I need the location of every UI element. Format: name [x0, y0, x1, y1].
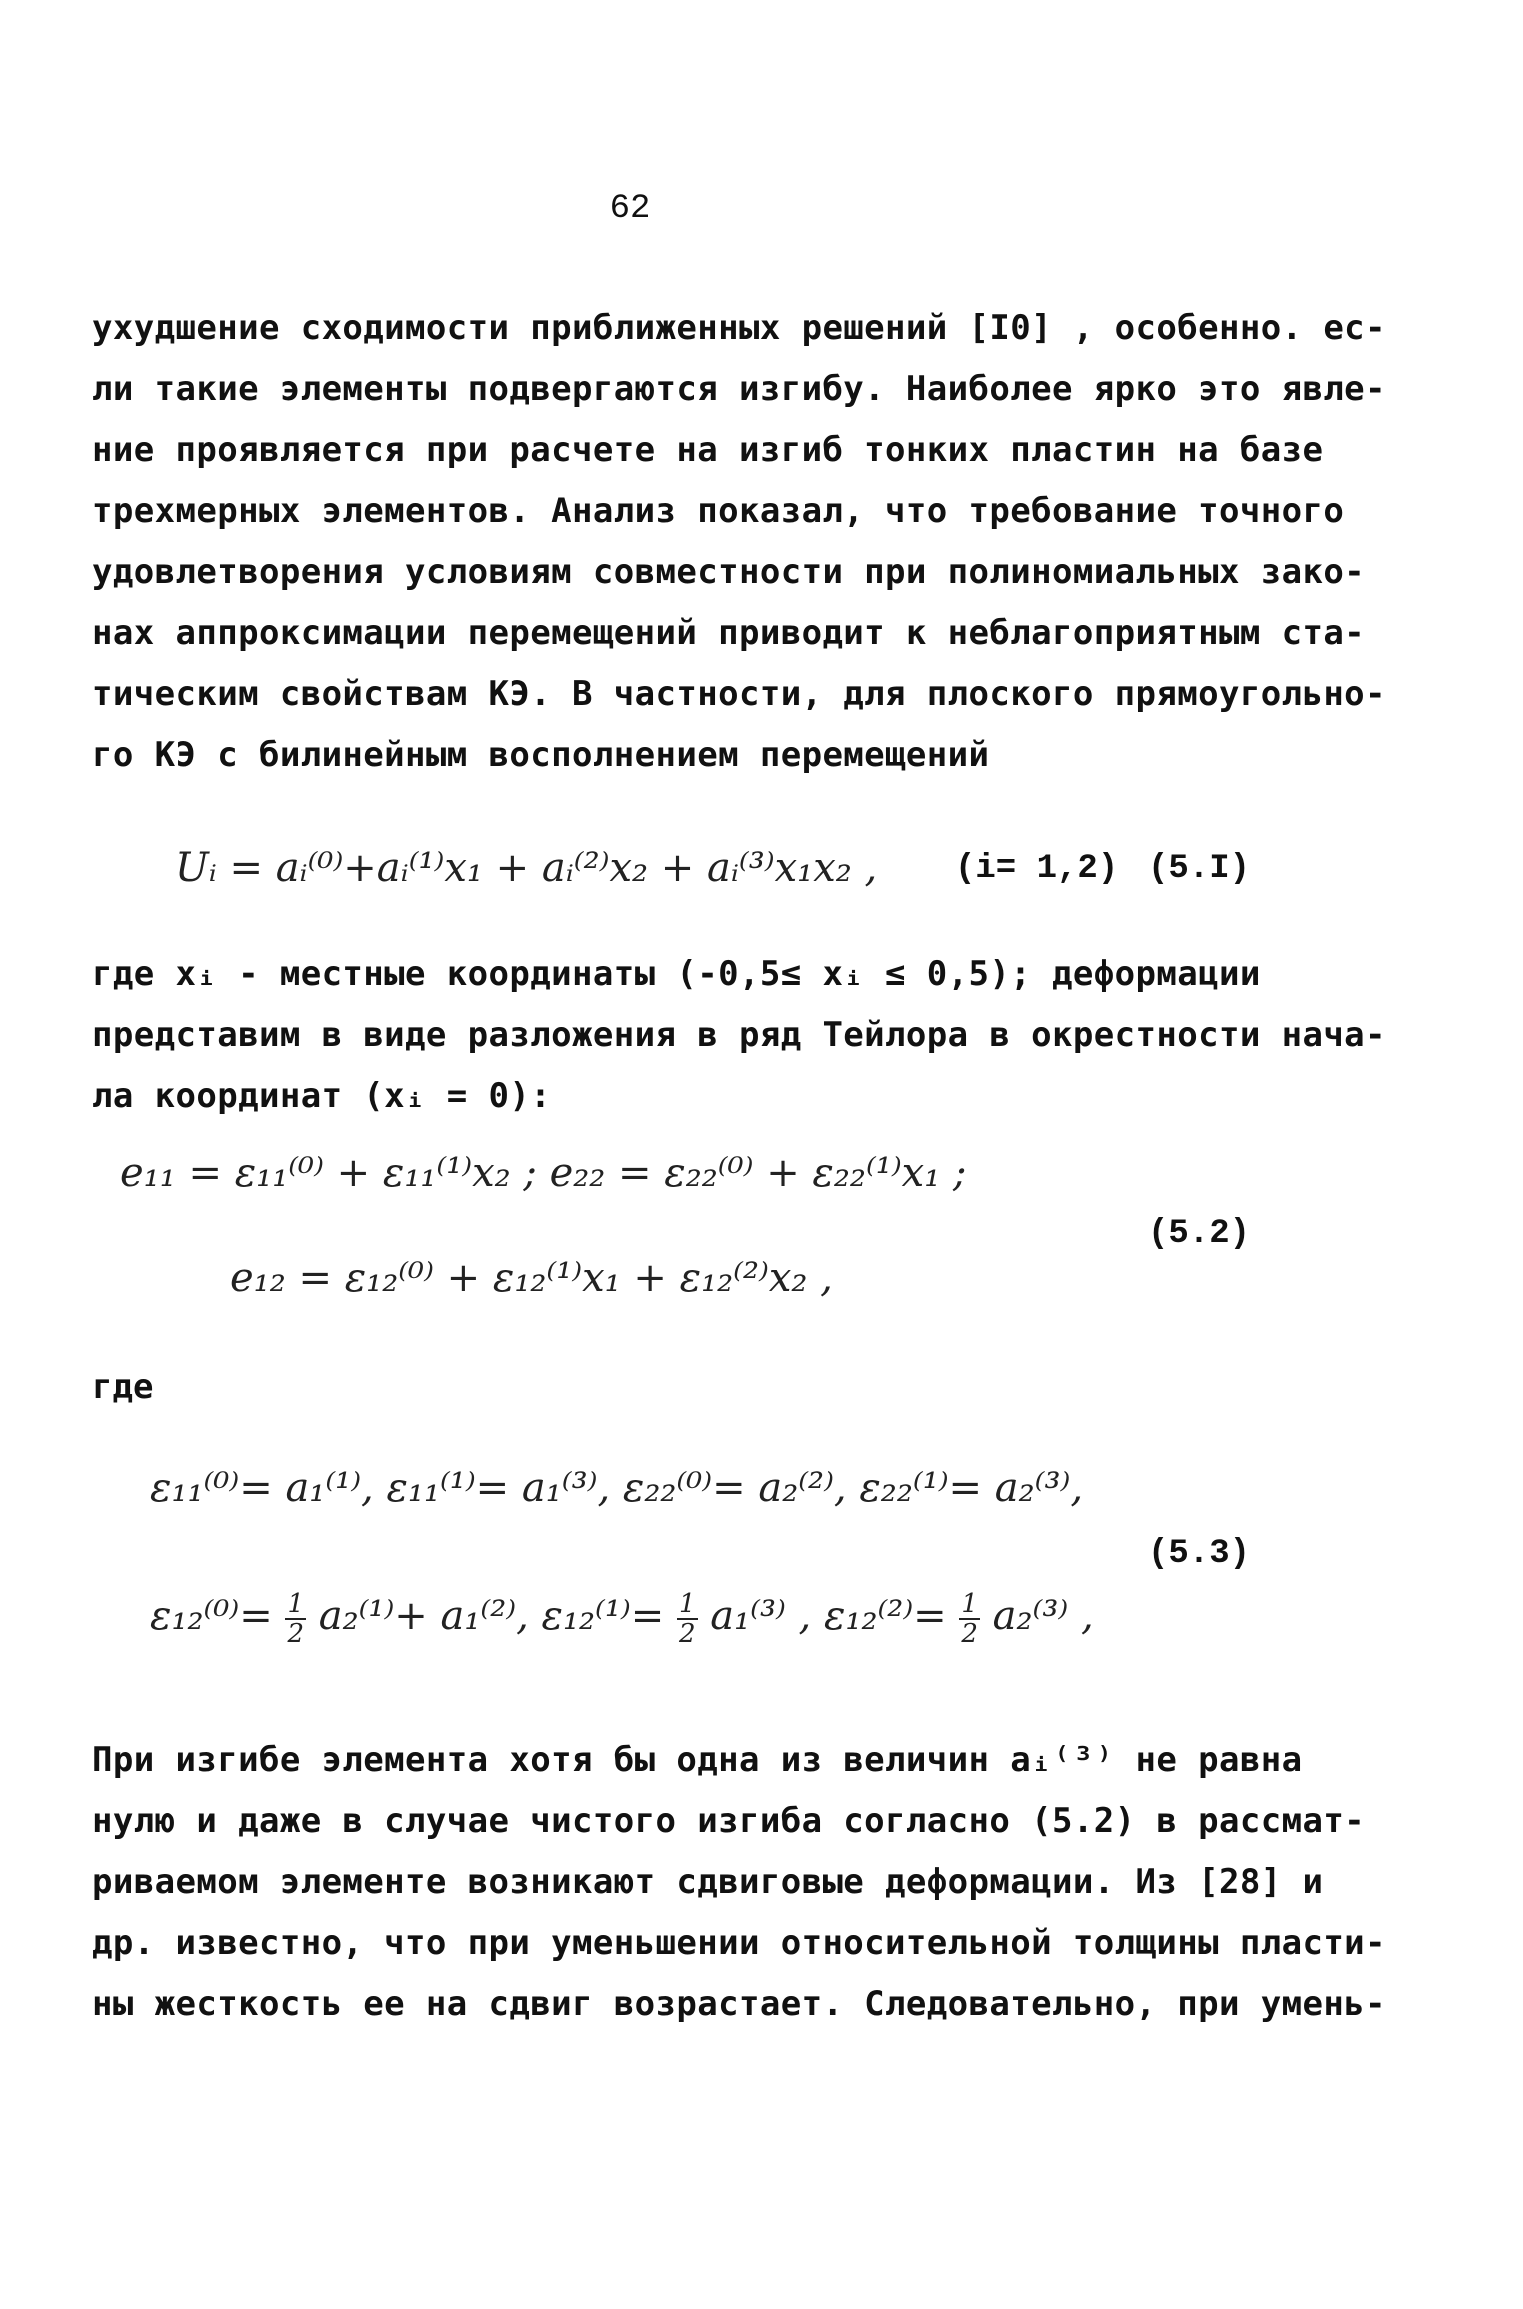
- fraction-numerator: 1: [678, 1589, 696, 1619]
- paragraph-3: [92, 1730, 1386, 2035]
- equation-5-3-part: ε₁₂⁽⁰⁾=: [150, 1593, 273, 1639]
- fraction-denominator: 2: [678, 1619, 696, 1649]
- text-line: где xᵢ - местные координаты (-0,5≤ xᵢ ≤ 0,5); деформации: [92, 954, 1261, 994]
- equation-5-1: Uᵢ = aᵢ⁽⁰⁾+aᵢ⁽¹⁾x₁ + aᵢ⁽²⁾x₂ + aᵢ⁽³⁾x₁x₂ ,: [175, 845, 878, 891]
- equation-5-3-part: a₂⁽¹⁾+ a₁⁽²⁾, ε₁₂⁽¹⁾=: [318, 1593, 665, 1639]
- text-line: ны жесткость ее на сдвиг возрастает. Следовательно, при умень-: [92, 1984, 1386, 2024]
- equation-5-3-part: a₁⁽³⁾ , ε₁₂⁽²⁾=: [710, 1593, 947, 1639]
- text-line: При изгибе элемента хотя бы одна из величин aᵢ⁽³⁾ не равна: [92, 1740, 1303, 1780]
- paragraph-2: [92, 944, 1386, 1127]
- fraction-denominator: 2: [961, 1619, 978, 1649]
- equation-5-3-line-1: ε₁₁⁽⁰⁾= a₁⁽¹⁾, ε₁₁⁽¹⁾= a₁⁽³⁾, ε₂₂⁽⁰⁾= a₂⁽²⁾, ε₂₂⁽¹⁾= a₂⁽³⁾,: [150, 1465, 1084, 1511]
- text-line: ние проявляется при расчете на изгиб тонких пластин на базе: [92, 430, 1324, 470]
- fraction-one-half: [285, 1590, 306, 1648]
- text-line: др. известно, что при уменьшении относительной толщины пласти-: [92, 1923, 1386, 1963]
- text-line: ла координат (xᵢ = 0):: [92, 1076, 552, 1116]
- text-line: тическим свойствам КЭ. В частности, для плоского прямоугольно-: [92, 674, 1386, 714]
- text-line: нах аппроксимации перемещений приводит к неблагоприятным ста-: [92, 613, 1366, 653]
- text-line: го КЭ с билинейным восполнением перемещений: [92, 735, 990, 775]
- equation-5-1-label: (5.I): [1148, 850, 1251, 888]
- where-label: где: [92, 1367, 154, 1407]
- equation-5-3-line-2: [150, 1590, 1094, 1648]
- fraction-denominator: 2: [287, 1619, 304, 1649]
- text-line: трехмерных элементов. Анализ показал, что требование точного: [92, 491, 1345, 531]
- text-line: удовлетворения условиям совместности при полиномиальных зако-: [92, 552, 1366, 592]
- fraction-one-half: [959, 1590, 980, 1648]
- text-line: риваемом элементе возникают сдвиговые деформации. Из [28] и: [92, 1862, 1324, 1902]
- fraction-one-half: [677, 1590, 698, 1648]
- paragraph-1: [92, 298, 1386, 786]
- equation-5-1-condition: (i= 1,2): [955, 850, 1119, 888]
- fraction-numerator: 1: [961, 1589, 978, 1619]
- equation-5-3-part: a₂⁽³⁾ ,: [992, 1593, 1094, 1639]
- equation-5-2-line-1: e₁₁ = ε₁₁⁽⁰⁾ + ε₁₁⁽¹⁾x₂ ; e₂₂ = ε₂₂⁽⁰⁾ + ε₂₂⁽¹⁾x₁ ;: [120, 1150, 967, 1196]
- page-number: 62: [609, 190, 651, 228]
- text-line: представим в виде разложения в ряд Тейлора в окрестности нача-: [92, 1015, 1386, 1055]
- equation-5-3-label: (5.3): [1148, 1535, 1251, 1573]
- text-line: нулю и даже в случае чистого изгиба согласно (5.2) в рассмат-: [92, 1801, 1366, 1841]
- text-line: ли такие элементы подвергаются изгибу. Наиболее ярко это явле-: [92, 369, 1386, 409]
- equation-5-2-line-2: e₁₂ = ε₁₂⁽⁰⁾ + ε₁₂⁽¹⁾x₁ + ε₁₂⁽²⁾x₂ ,: [230, 1255, 833, 1301]
- fraction-numerator: 1: [287, 1589, 304, 1619]
- text-line: ухудшение сходимости приближенных решений [I0] , особенно. ес-: [92, 308, 1386, 348]
- equation-5-2-label: (5.2): [1148, 1215, 1251, 1253]
